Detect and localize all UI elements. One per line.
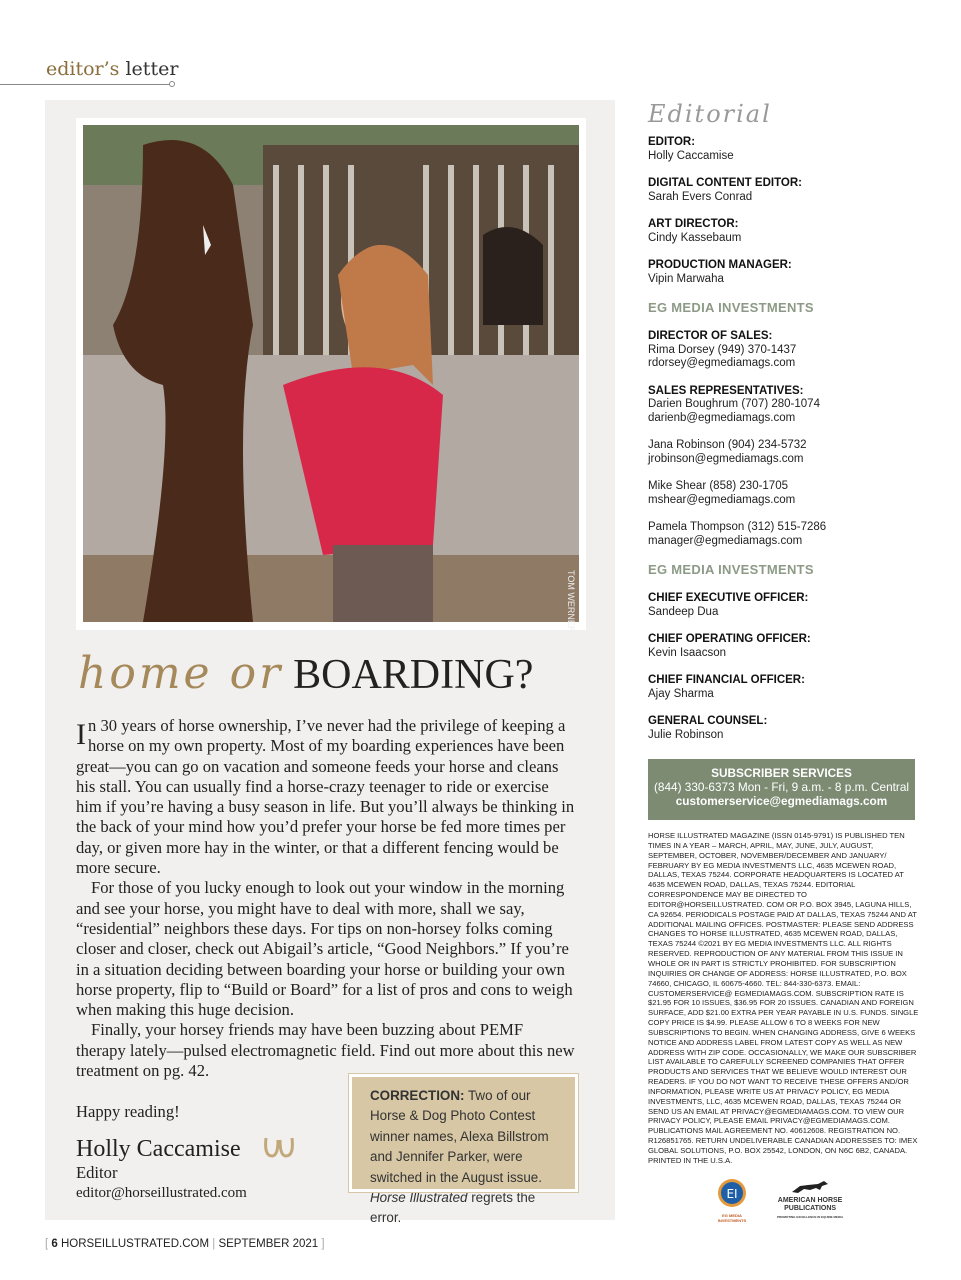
closing: Happy reading! <box>76 1102 180 1121</box>
masthead-detail: Mike Shear (858) 230-1705 <box>648 480 788 492</box>
headline-main: BOARDING? <box>293 652 534 698</box>
masthead-detail: Julie Robinson <box>648 728 724 741</box>
editor-horse-photo <box>83 125 579 622</box>
company-heading: EG MEDIA INVESTMENTS <box>648 300 814 315</box>
masthead-entry <box>648 592 918 619</box>
footer-site: HORSEILLUSTRATED.COM <box>61 1238 210 1250</box>
masthead-role: CHIEF OPERATING OFFICER: <box>648 633 811 645</box>
correction-box <box>349 1074 578 1226</box>
section-word: letter <box>125 58 179 80</box>
section-rule-dot <box>169 81 175 87</box>
section-rule <box>0 84 172 85</box>
correction-text: regrets the error. <box>370 1190 536 1226</box>
headline-script: home or <box>78 648 284 699</box>
section-word: editor’s <box>46 58 120 80</box>
masthead-detail: Kevin Isaacson <box>648 646 726 659</box>
masthead-role: SALES REPRESENTATIVES: <box>648 384 804 397</box>
masthead-entry <box>648 521 918 548</box>
masthead-role: CHIEF FINANCIAL OFFICER: <box>648 674 805 686</box>
masthead-entry <box>648 633 918 660</box>
paragraph: Finally, your horsey friends may have been buzzing about PEMF therapy lately—pulsed electromagnetic field. Find out more about this new treatment on pg. 42. <box>76 1020 575 1081</box>
publisher-logos <box>715 1178 843 1223</box>
svg-text:EI: EI <box>726 1187 738 1201</box>
masthead-detail[interactable]: mshear@egmediamags.com <box>648 493 796 506</box>
masthead-detail: Cindy Kassebaum <box>648 231 742 244</box>
masthead-entry <box>648 715 918 742</box>
masthead-detail: Holly Caccamise <box>648 149 734 162</box>
masthead-entry <box>648 177 918 204</box>
masthead-detail: Sarah Evers Conrad <box>648 190 753 203</box>
masthead-detail[interactable]: jrobinson@egmediamags.com <box>648 452 804 465</box>
masthead-detail: Jana Robinson (904) 234-5732 <box>648 439 807 451</box>
masthead-detail[interactable]: rdorsey@egmediamags.com <box>648 357 796 369</box>
eg-media-logo <box>715 1178 749 1223</box>
masthead-entry <box>648 218 918 245</box>
company-heading: EG MEDIA INVESTMENTS <box>648 562 814 577</box>
masthead-detail: Ajay Sharma <box>648 687 714 700</box>
masthead-entry <box>648 259 918 286</box>
masthead-entry <box>648 439 918 466</box>
page-footer: [ 6 HORSEILLUSTRATED.COM | SEPTEMBER 2021 ] <box>45 1238 325 1250</box>
masthead <box>648 100 918 756</box>
masthead-detail: Vipin Marwaha <box>648 272 724 285</box>
fine-print: HORSE ILLUSTRATED MAGAZINE (ISSN 0145-9791) IS PUBLISHED TEN TIMES IN A YEAR – MARCH, APRIL, MAY, JUNE, JULY, AUGUST, SEPTEMBER, OCTOBER, NOVEMBER/DECEMBER AND JANUARY/ FEBRUARY BY EG MEDIA INVESTMENTS LLC, 4635 MCEWEN ROAD, DALLAS, TEXAS 75244. CORPORATE HEADQUARTERS IS LOCATED AT 4635 MCEWEN ROAD, DALLAS, TEXAS 75244. EDITORIAL CORRESPONDENCE MAY BE DIRECTED TO EDITOR@HORSEILLUSTRATED. COM OR P.O. BOX 3945, LAGUNA HILLS, CA 92654. PERIODICALS POSTAGE PAID AT DALLAS, TEXAS 75244 AND AT ADDITIONAL MAILING OFFICES. POSTMASTER: PLEASE SEND ADDRESS CHANGES TO HORSE ILLUSTRATED, 4635 MCEWEN ROAD, DALLAS, TEXAS 75244 ©2021 BY EG MEDIA INVESTMENTS LLC. ALL RIGHTS RESERVED. REPRODUCTION OF ANY MATERIAL FROM THIS ISSUE IN WHOLE OR IN PART IS STRICTLY PROHIBITED. FOR SUBSCRIPTION INQUIRIES OR CHANGE OF ADDRESS: HORSE ILLUSTRATED, P.O. BOX 74660, CHICAGO, IL 60675-4660. TEL: 844-330-6373. EMAIL: CUSTOMERSERVICE@ EGMEDIAMAGS.COM. SUBSCRIPTION RATE IS $21.95 FOR 10 ISSUES, $36.95 FOR 20 ISSUES. CANADIAN AND FOREIGN SURFACE, ADD $21.00 EXTRA PER YEAR PAYABLE IN U.S. FUNDS. SINGLE COPY PRICE IS $4.99. PLEASE ALLOW 6 TO 8 WEEKS FOR NEW SUBSCRIPTIONS TO BEGIN. WHEN CHANGING ADDRESS, GIVE 6 WEEKS NOTICE AND ADDRESS LABEL FROM LATEST COPY AS WELL AS NEW ADDRESS WITH ZIP CODE. OCCASIONALLY, WE MAKE OUR SUBSCRIBER LIST AVAILABLE TO CAREFULLY SCREENED COMPANIES THAT OFFER PRODUCTS AND SERVICES THAT WE BELIEVE WOULD INTEREST OUR READERS. IF YOU DO NOT WANT TO RECEIVE THESE OFFERS AND/OR INFORMATION, PLEASE WRITE US AT PRIVACY POLICY, EG MEDIA INVESTMENTS, LLC, 4635 MCEWEN ROAD, DALLAS, TEXAS 75244 OR SEND US AN EMAIL AT PRIVACY@EGMEDIAMAGS.COM. TO VIEW OUR PRIVACY POLICY, PLEASE EMAIL PRIVACY@EGMEDIAMAGS.COM. PUBLICATIONS MAIL AGREEMENT NO. 40612608. REGISTRATION NO. R126851765. RETURN UNDELIVERABLE CANADIAN ADDRESSES TO: IMEX GLOBAL SOLUTIONS, P.O. BOX 25542, LONDON, ON N6C 6B2, CANADA. PRINTED IN THE U.S.A. <box>648 831 919 1165</box>
masthead-role: DIGITAL CONTENT EDITOR: <box>648 177 802 189</box>
masthead-detail: Pamela Thompson (312) 515-7286 <box>648 521 827 533</box>
masthead-role: DIRECTOR OF SALES: <box>648 330 773 342</box>
aph-line: PUBLICATIONS <box>784 1205 837 1212</box>
masthead-entry <box>648 674 918 701</box>
drop-cap: I <box>76 718 86 751</box>
masthead-entry <box>648 385 918 426</box>
masthead-detail: Sandeep Dua <box>648 605 719 618</box>
paragraph-text: n 30 years of horse ownership, I’ve never had the privilege of keeping a horse on my own property. Most of my boarding experiences have been great—you can go on vacation and someone feeds your horse and cleans his stall. You can usually find a horse-crazy teenager to ride or exercise him if you’re having a busy season in life. But you’ll always be thinking in the back of your mind how you’d prefer your horse be fed more times per day, or given more hay in the winter, or that a different fencing would be more secure. <box>76 716 575 878</box>
masthead-detail[interactable]: darienb@egmediamags.com <box>648 411 796 424</box>
masthead-entry <box>648 330 918 371</box>
signature-name: Holly Caccamise <box>76 1136 241 1162</box>
subscriber-services-box <box>648 759 915 820</box>
horseshoe-icon <box>262 1136 296 1166</box>
paragraph: For those of you lucky enough to look out your window in the morning and see your horse, you might have to deal with more, shall we say, “residential” neighbors these days. For tips on non-horsey folks coming closer and closer, check out Abigail’s article, “Good Neighbors.” If you’re in a situation deciding between boarding your horse or building your own horse property, flip to “Build or Board” for a list of pros and cons to weigh when making this huge decision. <box>76 878 573 1020</box>
masthead-detail: Darien Boughrum (707) 280-1074 <box>648 398 820 410</box>
masthead-entry <box>648 136 918 163</box>
section-title <box>46 58 178 80</box>
photo-credit: TOM WERNER <box>566 570 576 633</box>
masthead-detail: Rima Dorsey (949) 370-1437 <box>648 343 797 356</box>
american-horse-publications-logo <box>777 1180 843 1221</box>
correction-text: Two of our Horse & Dog Photo Contest winner names, Alexa Billstrom and Jennifer Parker, were switched in the August issue. <box>370 1088 549 1185</box>
masthead-role: ART DIRECTOR: <box>648 218 739 230</box>
aph-line: AMERICAN HORSE <box>777 1197 843 1204</box>
masthead-role: GENERAL COUNSEL: <box>648 715 768 727</box>
masthead-title: Editorial <box>648 100 772 128</box>
page-number: 6 <box>51 1238 58 1250</box>
correction-magazine: Horse Illustrated <box>370 1190 468 1206</box>
correction-label: CORRECTION: <box>370 1088 465 1103</box>
subscriber-phone: (844) 330-6373 Mon - Fri, 9 a.m. - 8 p.m. Central <box>653 780 910 794</box>
masthead-detail[interactable]: manager@egmediamags.com <box>648 534 803 547</box>
signature-email[interactable]: editor@horseillustrated.com <box>76 1185 247 1201</box>
subscriber-title: SUBSCRIBER SERVICES <box>711 766 852 780</box>
masthead-role: PRODUCTION MANAGER: <box>648 259 792 271</box>
footer-issue: SEPTEMBER 2021 <box>218 1238 319 1250</box>
masthead-role: CHIEF EXECUTIVE OFFICER: <box>648 592 809 604</box>
signature-role: Editor <box>76 1163 118 1182</box>
letter-body <box>76 716 576 1081</box>
aph-tagline: PROMOTING EXCELLENCE IN EQUINE MEDIA <box>777 1215 844 1219</box>
eg-logo-text: EG MEDIA INVESTMENTS <box>717 1213 747 1223</box>
article-headline <box>78 648 533 699</box>
masthead-role: EDITOR: <box>648 136 696 148</box>
masthead-entry <box>648 480 918 507</box>
paragraph <box>76 716 576 878</box>
subscriber-email[interactable]: customerservice@egmediamags.com <box>675 794 888 808</box>
